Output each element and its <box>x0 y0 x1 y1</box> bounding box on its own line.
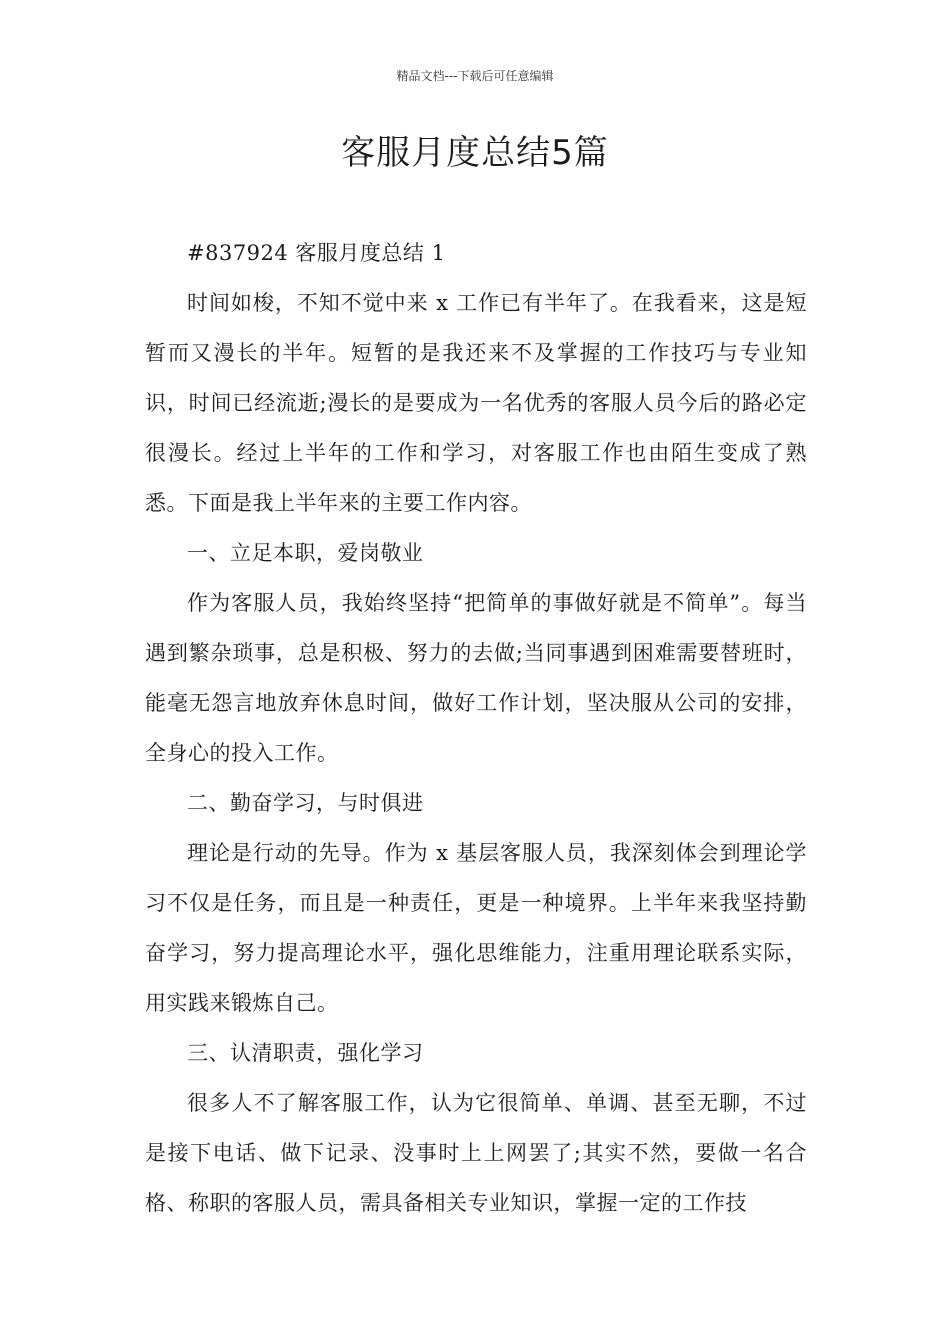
paragraph-2: 理论是行动的先导。作为 x 基层客服人员，我深刻体会到理论学习不仅是任务，而且是一种责任，更是一种境界。上半年来我坚持勤奋学习，努力提高理论水平，强化思维能力，注重用理论联系实际，用实践来锻炼自己。 <box>145 841 807 1015</box>
paragraph-intro: 时间如梭，不知不觉中来 x 工作已有半年了。在我看来，这是短暂而又漫长的半年。短暂的是我还来不及掌握的工作技巧与专业知识，时间已经流逝;漫长的是要成为一名优秀的客服人员今后的路必定很漫长。经过上半年的工作和学习，对客服工作也由陌生变成了熟悉。下面是我上半年来的主要工作内容。 <box>145 291 807 515</box>
paragraph-3: 很多人不了解客服工作，认为它很简单、单调、甚至无聊，不过是接下电话、做下记录、没事时上上网罢了;其实不然，要做一名合格、称职的客服人员，需具备相关专业知识，掌握一定的工作技 <box>145 1091 807 1215</box>
section-title: #837924 客服月度总结 1 <box>187 241 446 265</box>
subheading-1: 一、立足本职，爱岗敬业 <box>187 541 424 565</box>
subheading-2: 二、勤奋学习，与时俱进 <box>187 791 424 815</box>
document-body <box>145 228 807 1228</box>
paragraph-1: 作为客服人员，我始终坚持“把简单的事做好就是不简单”。每当遇到繁杂琐事，总是积极、努力的去做;当同事遇到困难需要替班时，能毫无怨言地放弃休息时间，做好工作计划，坚决服从公司的安排，全身心的投入工作。 <box>145 591 807 765</box>
document-title: 客服月度总结5篇 <box>341 133 609 173</box>
header-note: 精品文档---下载后可任意编辑 <box>396 69 554 83</box>
subheading-3: 三、认清职责，强化学习 <box>187 1041 424 1065</box>
